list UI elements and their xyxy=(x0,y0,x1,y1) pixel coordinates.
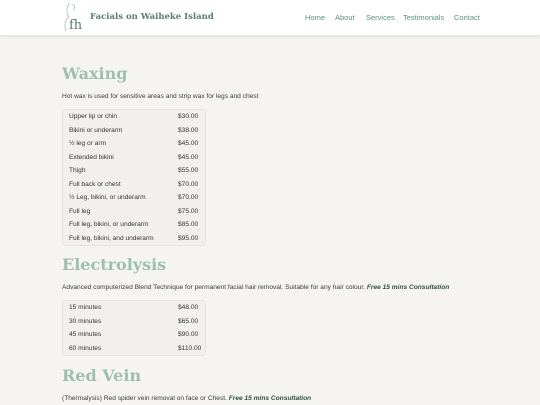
electrolysis-title: Electrolysis xyxy=(62,255,167,274)
service-name: Full leg, bikini, and underarm xyxy=(69,234,154,242)
price-row xyxy=(63,342,205,356)
red-vein-description xyxy=(62,395,311,402)
service-name: Full back or chest xyxy=(69,180,121,188)
price-row xyxy=(63,137,205,151)
nav-about[interactable]: About xyxy=(335,13,355,22)
service-name: Upper lip or chin xyxy=(69,113,118,120)
service-price: $48.00 xyxy=(178,304,199,311)
service-name: Extended bikini xyxy=(69,153,114,161)
price-row xyxy=(63,328,205,342)
price-row xyxy=(63,124,205,138)
price-row xyxy=(63,151,205,165)
waxing-description-text: Hot wax is used for sensitive areas and strip wax for legs and chest xyxy=(62,93,259,100)
nav-testimonials[interactable]: Testimonials xyxy=(403,13,445,22)
electrolysis-consultation-note: Free 15 mins Consultation xyxy=(366,284,450,291)
service-name: 45 minutes xyxy=(69,331,102,338)
price-row xyxy=(63,110,205,124)
price-row xyxy=(63,178,205,192)
electrolysis-price-table xyxy=(62,300,206,356)
service-price: $75.00 xyxy=(178,207,199,215)
price-row xyxy=(63,191,205,205)
service-name: Thigh xyxy=(69,167,86,174)
waxing-price-table xyxy=(62,109,206,246)
service-name: Full leg, bikini, or underarm xyxy=(69,221,149,228)
service-name: 15 minutes xyxy=(69,304,102,311)
red-vein-consultation-note: Free 15 mins Consultation xyxy=(228,395,312,402)
service-price: $90.00 xyxy=(178,331,199,338)
service-price: $70.00 xyxy=(178,180,199,188)
service-price: $45.00 xyxy=(178,153,199,161)
nav-contact[interactable]: Contact xyxy=(454,13,480,22)
electrolysis-description xyxy=(62,284,449,291)
service-price: $70.00 xyxy=(178,194,199,201)
service-name: ½ Leg, bikini, or underarm xyxy=(69,194,146,201)
price-row xyxy=(63,218,205,232)
service-price: $55.00 xyxy=(178,167,199,174)
service-name: 30 minutes xyxy=(69,317,102,325)
service-name: 60 minutes xyxy=(69,344,102,352)
service-price: $95.00 xyxy=(178,234,199,242)
price-row xyxy=(63,232,205,246)
service-price: $45.00 xyxy=(178,140,199,147)
waxing-description xyxy=(62,93,258,100)
electrolysis-description-text: Advanced computerized Blend Technique for permanent facial hair removal. Suitable for any hair colour. xyxy=(62,284,365,291)
red-vein-title: Red Vein xyxy=(62,366,142,385)
nav-home[interactable]: Home xyxy=(305,13,326,22)
service-price: $85.00 xyxy=(178,221,199,228)
waxing-title: Waxing xyxy=(62,64,128,83)
service-price: $38.00 xyxy=(178,126,199,134)
price-row xyxy=(63,164,205,178)
price-row xyxy=(63,205,205,219)
service-name: ½ leg or arm xyxy=(69,140,107,147)
site-header xyxy=(0,0,540,36)
service-name: Full leg xyxy=(69,207,91,215)
price-row xyxy=(63,301,205,315)
main-nav xyxy=(0,13,540,25)
service-price: $110.00 xyxy=(178,344,202,352)
service-name: Bikini or underarm xyxy=(69,126,123,134)
red-vein-description-text: (Thermalysis) Red spider vein removal on face or Chest. xyxy=(62,395,227,402)
logo-monogram: fh xyxy=(69,18,83,33)
price-row xyxy=(63,315,205,329)
service-price: $30.00 xyxy=(178,113,199,120)
nav-services[interactable]: Services xyxy=(366,13,395,22)
site-brand[interactable]: Facials on Waiheke Island xyxy=(90,12,214,22)
service-price: $65.00 xyxy=(178,317,199,325)
